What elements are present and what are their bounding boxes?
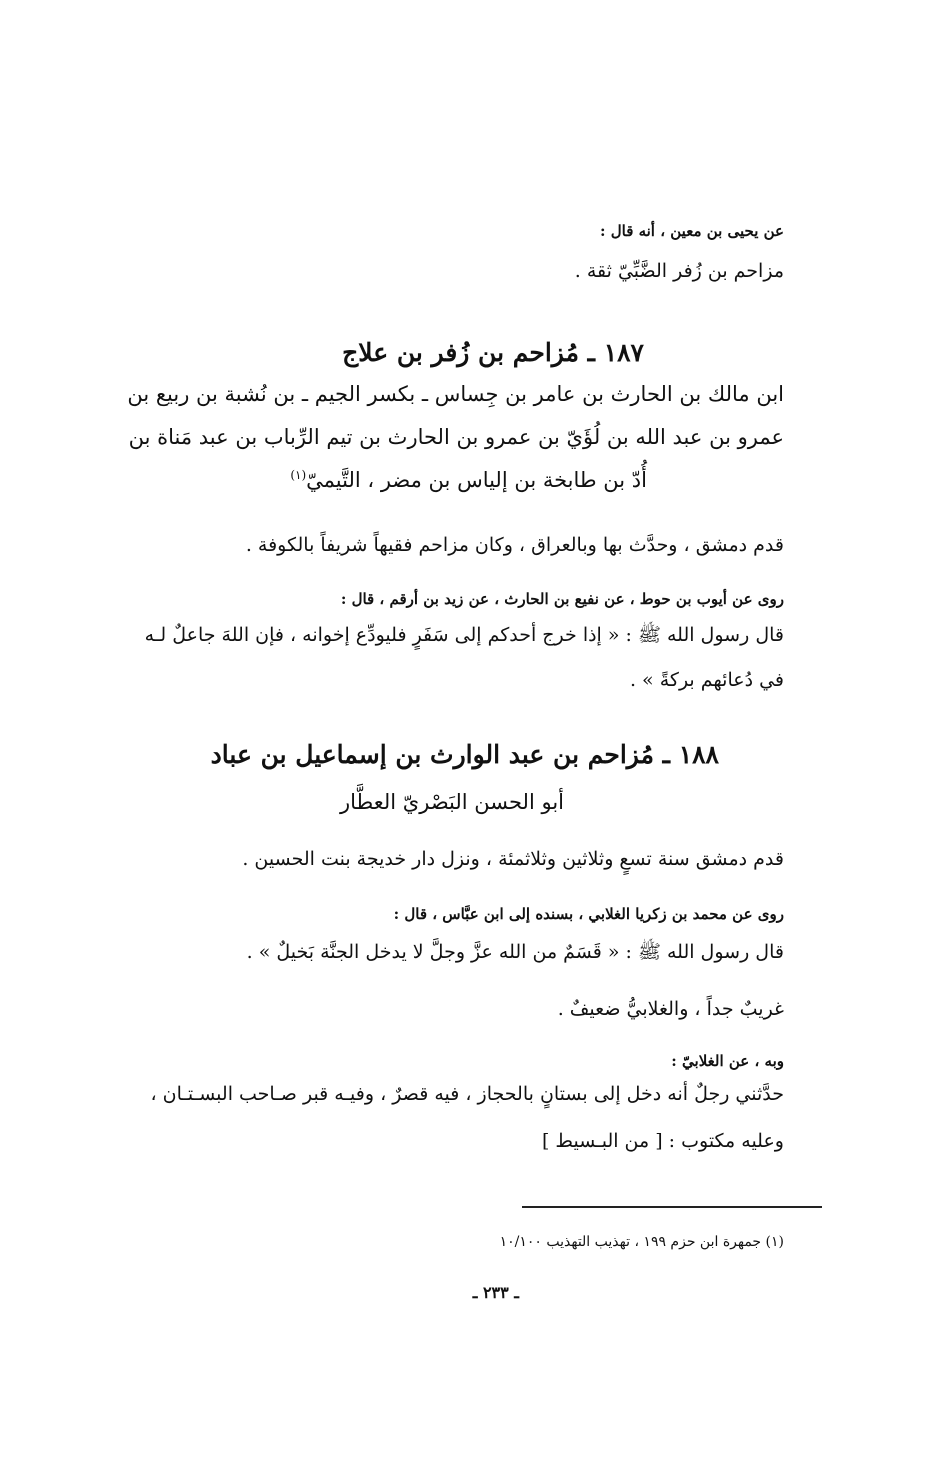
entry-188-story-line-1: حدَّثني رجلٌ أنه دخل إلى بستانٍ بالحجاز ، فيه قصرٌ ، وفيـه قبر صـاحب البسـتـان ، <box>150 1083 784 1105</box>
entry-187-chain: روى عن أيوب بن حوط ، عن نفيع بن الحارث ، عن زيد بن أرقم ، قال : <box>340 590 784 608</box>
entry-187-hadith-line-1: قال رسول الله ﷺ : « إذا خرج أحدكم إلى سَفَرٍ فليودِّع إخوانه ، فإن اللهَ جاعلٌ لـه <box>144 624 784 646</box>
entry-187-bio: قدم دمشق ، وحدَّث بها وبالعراق ، وكان مزاحم فقيهاً شريفاً بالكوفة . <box>245 534 784 556</box>
entry-188-grading: غريبٌ جداً ، والغلابيُّ ضعيفٌ . <box>557 998 784 1020</box>
entry-188-chain-2: وبه ، عن الغلابيّ : <box>671 1052 784 1070</box>
entry-188-hadith: قال رسول الله ﷺ : « قَسَمٌ من الله عزَّ وجلَّ لا يدخل الجنَّة بَخيلٌ » . <box>246 941 784 963</box>
entry-188-story-line-2: وعليه مكتوب : [ من البـسيط ] <box>541 1130 784 1152</box>
entry-188-bio: قدم دمشق سنة تسعٍ وثلاثين وثلاثمئة ، ونزل دار خديجة بنت الحسين . <box>242 848 784 870</box>
entry-188-subheading: أبو الحسن البَصْريّ العطَّار <box>340 790 564 814</box>
footnote: (١) جمهرة ابن حزم ١٩٩ ، تهذيب التهذيب ١٠/١٠٠ <box>499 1234 784 1250</box>
narrator-line: عن يحيى بن معين ، أنه قال : <box>599 222 784 240</box>
entry-187-lineage-line-2: عمرو بن عبد الله بن لُؤَيّ بن عمرو بن الحارث بن تيم الرِّباب بن عبد مَناة بن <box>128 425 784 449</box>
footnote-divider <box>522 1206 822 1208</box>
entry-188-chain: روى عن محمد بن زكريا الغلابي ، بسنده إلى ابن عبَّاس ، قال : <box>393 905 784 923</box>
entry-187-heading: ١٨٧ ـ مُزاحم بن زُفر بن علاج <box>342 338 644 367</box>
lineage-line-3-text: أُدّ بن طابخة بن إلياس بن مضر ، التَّيميّ <box>306 468 647 492</box>
entry-188-heading: ١٨٨ ـ مُزاحم بن عبد الوارث بن إسماعيل بن عباد <box>210 740 719 769</box>
footnote-ref: (١) <box>290 468 307 482</box>
entry-187-lineage-line-1: ابن مالك بن الحارث بن عامر بن جِساس ـ بكسر الجيم ـ بن نُشبة بن ربيع بن <box>127 382 784 406</box>
entry-187-hadith-line-2: في دُعائهم بركةً » . <box>629 669 784 691</box>
page-number: ـ ٢٣٣ ـ <box>472 1283 519 1302</box>
entry-187-lineage-line-3 <box>290 468 647 492</box>
quote-line: مزاحم بن زُفر الضَّبِّيّ ثقة . <box>574 260 784 282</box>
